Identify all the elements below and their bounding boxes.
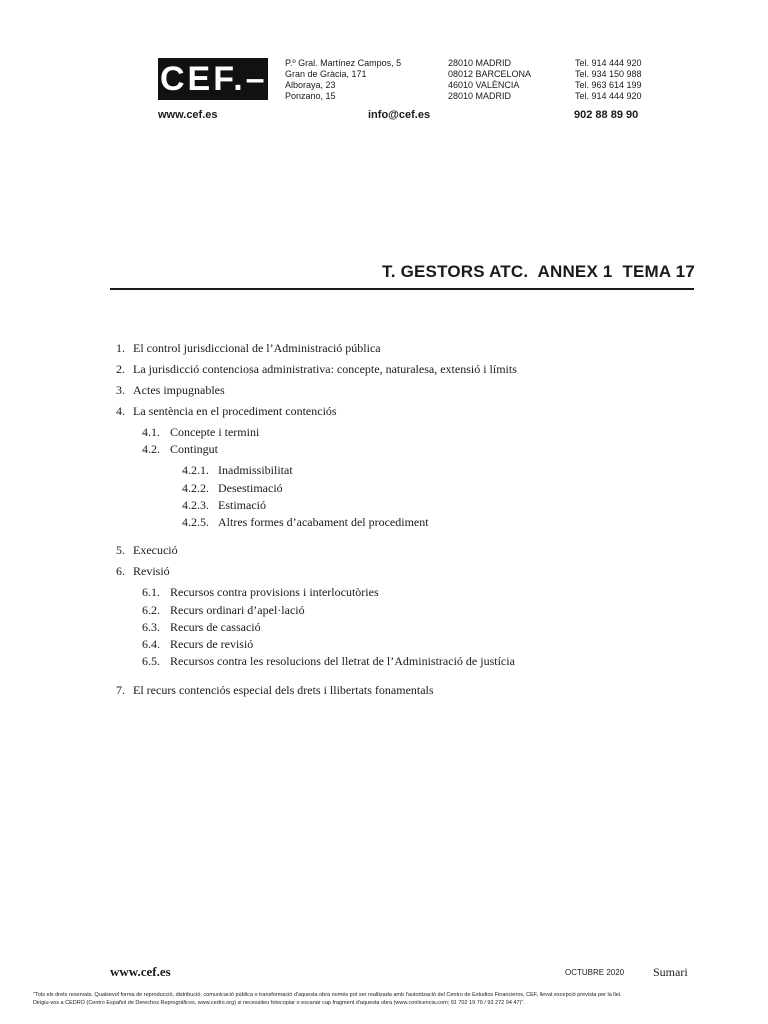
cef-logo: CEF.– [160,60,268,98]
toc-text: Inadmissibilitat [218,463,293,477]
toc-text: La sentència en el procediment contenciós [133,404,337,418]
address-streets [285,58,401,102]
toc-text: Execució [133,543,178,557]
toc-text: El recurs contenciós especial dels drets i llibertats fonamentals [133,683,434,697]
legal-notice-line: "Tots els drets reservats. Qualsevol forma de reproducció, distribució, comunicació pública o transformació d'aquesta obra només pot ser realitzada amb l'autorització del Centro de Estudios Financieros, CEF, llevat excepció prevista per la llei. [33,992,622,998]
toc-text: Actes impugnables [133,383,225,397]
address-phones [575,58,642,102]
toc-number: 2. [116,362,125,376]
toc-text: Revisió [133,564,170,578]
address-city: 08012 BARCELONA [448,69,532,79]
toc-text: Desestimació [218,481,283,495]
header-phone: 902 88 89 90 [574,109,639,121]
toc-number: 6. [116,564,125,578]
title-divider [110,288,694,290]
address-phone: Tel. 934 150 988 [575,69,642,79]
footer-date: OCTUBRE 2020 [565,968,625,977]
address-street: Ponzano, 15 [285,91,336,101]
toc-text: Recurs de cassació [170,620,261,634]
toc-number: 4.2.1. [182,463,209,477]
toc-number: 6.4. [142,637,160,651]
toc-text: Recurs de revisió [170,637,254,651]
footer-website-link[interactable]: www.cef.es [110,964,171,979]
address-phone: Tel. 914 444 920 [575,58,642,68]
toc-number: 1. [116,341,125,355]
legal-notice-line: Dirigiu-vos a CEDRO (Centro Español de Derechos Reprográficos, www.cedro.org) si necessiteu fotocopiar o escanar cap fragment d'aquesta obra (www.conlicencia.com; 91 702 19 70 / 93 272 04 47)". [33,1000,525,1006]
address-cities [448,58,531,102]
toc-number: 4.2.3. [182,498,209,512]
address-city: 46010 VALÈNCIA [448,80,520,90]
address-street: P.º Gral. Martínez Campos, 5 [285,58,402,68]
toc-text: Recursos contra les resolucions del lletrat de l’Administració de justícia [170,654,515,668]
toc-text: Contingut [170,442,219,456]
toc-text: Altres formes d’acabament del procediment [218,515,429,529]
toc-number: 4. [116,404,125,418]
toc-number: 6.3. [142,620,160,634]
toc-text: Recursos contra provisions i interlocutòries [170,585,379,599]
toc-number: 5. [116,543,125,557]
address-city: 28010 MADRID [448,91,512,101]
toc-number: 3. [116,383,125,397]
toc-number: 6.1. [142,585,160,599]
address-city: 28010 MADRID [448,58,512,68]
toc-number: 6.5. [142,654,160,668]
toc-text: La jurisdicció contenciosa administrativa: concepte, naturalesa, extensió i límits [133,362,517,376]
summary-link[interactable]: Sumari [653,965,688,979]
header-website-link[interactable]: www.cef.es [158,109,218,121]
toc-number: 7. [116,683,125,697]
toc-number: 4.2.2. [182,481,209,495]
address-street: Alboraya, 23 [285,80,336,90]
header-email-link[interactable]: info@cef.es [368,109,431,121]
toc-number: 6.2. [142,603,160,617]
toc-text: Recurs ordinari d’apel·lació [170,603,305,617]
legal-notice [33,991,738,1007]
toc-text: El control jurisdiccional de l’Administració pública [133,341,381,355]
document-title: T. GESTORS ATC. ANNEX 1 TEMA 17 [382,262,695,281]
toc-number: 4.2.5. [182,515,209,529]
toc-text: Concepte i termini [170,425,260,439]
toc-number: 4.1. [142,425,160,439]
address-street: Gran de Gràcia, 171 [285,69,367,79]
address-phone: Tel. 914 444 920 [575,91,642,101]
toc-text: Estimació [218,498,266,512]
toc-number: 4.2. [142,442,160,456]
address-phone: Tel. 963 614 199 [575,80,642,90]
